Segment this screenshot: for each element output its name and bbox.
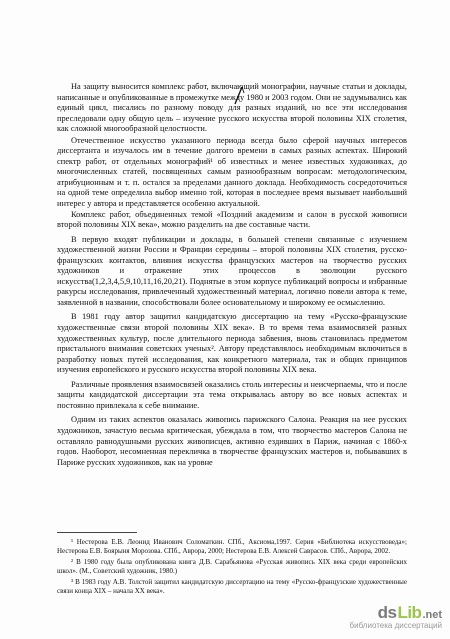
paragraph-2: Отечественное искусство указанного периода всегда было сферой научных интересов диссертанта и изучалось им в течение долгого времени в самых разных аспектах. Широкий спектр работ, от отдельных монографий¹ об известных и менее известных художниках, до многочисленных статей, посвященных самым разнообразным вопросам: методологическим, атрибуционным и т. п. остался за пределами данного доклада. Необходимость сосредоточиться на одной теме определила выбор именно той, которая в последнее время вызывает наибольший интерес у автора и представляется особенно актуальной. — [57, 135, 407, 209]
footnote-2: ² В 1980 году была опубликована книга Д.В. Сарабьянова «Русская живопись XIX века среди европейских школ». (М., Советский художник, 1980.) — [57, 557, 407, 575]
footnote-3: ³ В 1983 году А.В. Толстой защитил кандидатскую диссертацию на тему «Русско-французские художественные связи конца XIX – начала XX века». — [57, 577, 407, 595]
main-text — [57, 82, 407, 468]
watermark-subtitle: библиотека диссертаций — [349, 620, 442, 630]
watermark-brand-net: .net — [422, 608, 442, 621]
footnotes — [57, 538, 407, 597]
footnote-separator — [57, 532, 137, 533]
watermark-brand-ds: ds — [377, 602, 397, 622]
paragraph-3: Комплекс работ, объединенных темой «Поздний академизм и салон в русской живописи второй половины XIX века», можно разделить на две составные части. — [57, 209, 407, 230]
paragraph-1: На защиту выносится комплекс работ, включающий монографии, научные статьи и доклады, написанные и опубликованные в промежутке между 1980 и 2003 годом. Они не задумывались как единый цикл, писались по разному поводу для разных изданий, но все эти исследования преследовали одну общую цель – изучение русского искусства второй половины XIX столетия, как сложной многообразной целостности. — [57, 82, 407, 134]
dslib-watermark-logo — [338, 599, 442, 633]
paragraph-4: В первую входят публикации и доклады, в большей степени связанные с изучением художественной жизни России и Франции середины – второй половины XIX столетия, русско-французских контактов, влияния искусства французских мастеров на творчество русских художников и отражение этих процессов в эволюции русского искусства(1,2,3,4,5,9,10,11,16,20,21). Поднятые в этом корпусе публикаций вопросы и избранные ракурсы исследования, привлеченный художественный материал, логично повели автора к теме, заявленной в названии, способствовали более основательному и широкому ее осмыслению. — [57, 234, 407, 307]
paragraph-7: Одним из таких аспектов оказалась живопись парижского Салона. Реакция на нее русских художников, зачастую весьма критическая, убеждала в том, что творчество мастеров Салона не оставляло равнодушными русских живописцев, активно ездивших в Париж, начиная с 1860-х годов. Наоборот, несомненная перекличка в творчестве французских мастеров и, побывавших в Париже русских художников, как на уровне — [57, 415, 407, 467]
watermark-brand-lib: Lib — [397, 602, 422, 622]
paragraph-5: В 1981 году автор защитил кандидатскую диссертацию на тему «Русско-французские художественные связи второй половины XIX века». В то время тема взаимосвязей разных художественных культур, после длительного периода забвения, вновь становилась предметом пристального внимания советских ученых². Автору представлялось необходимым включиться в разработку новых путей исследования, как конкретного материала, так и общих принципов изучения европейского и русского искусства второй половины XIX века. — [57, 312, 407, 375]
paragraph-6: Различные проявления взаимосвязей оказались столь интересны и неисчерпаемы, что и после защиты кандидатской диссертации эта тема открывалась автору во все новых аспектах и постоянно привлекала к себе внимание. — [57, 379, 407, 410]
footnote-1: ¹ Нестерова Е.В. Леонид Иванович Соломаткин. СПб., Аксиома,1997. Серия «Библиотека искусствоведа»; Нестерова Е.В. Боярыня Морозова. СПб., Аврора, 2000; Нестерова Е.В. Алексей Саврасов. СПб., Аврора, 2002. — [57, 538, 407, 555]
